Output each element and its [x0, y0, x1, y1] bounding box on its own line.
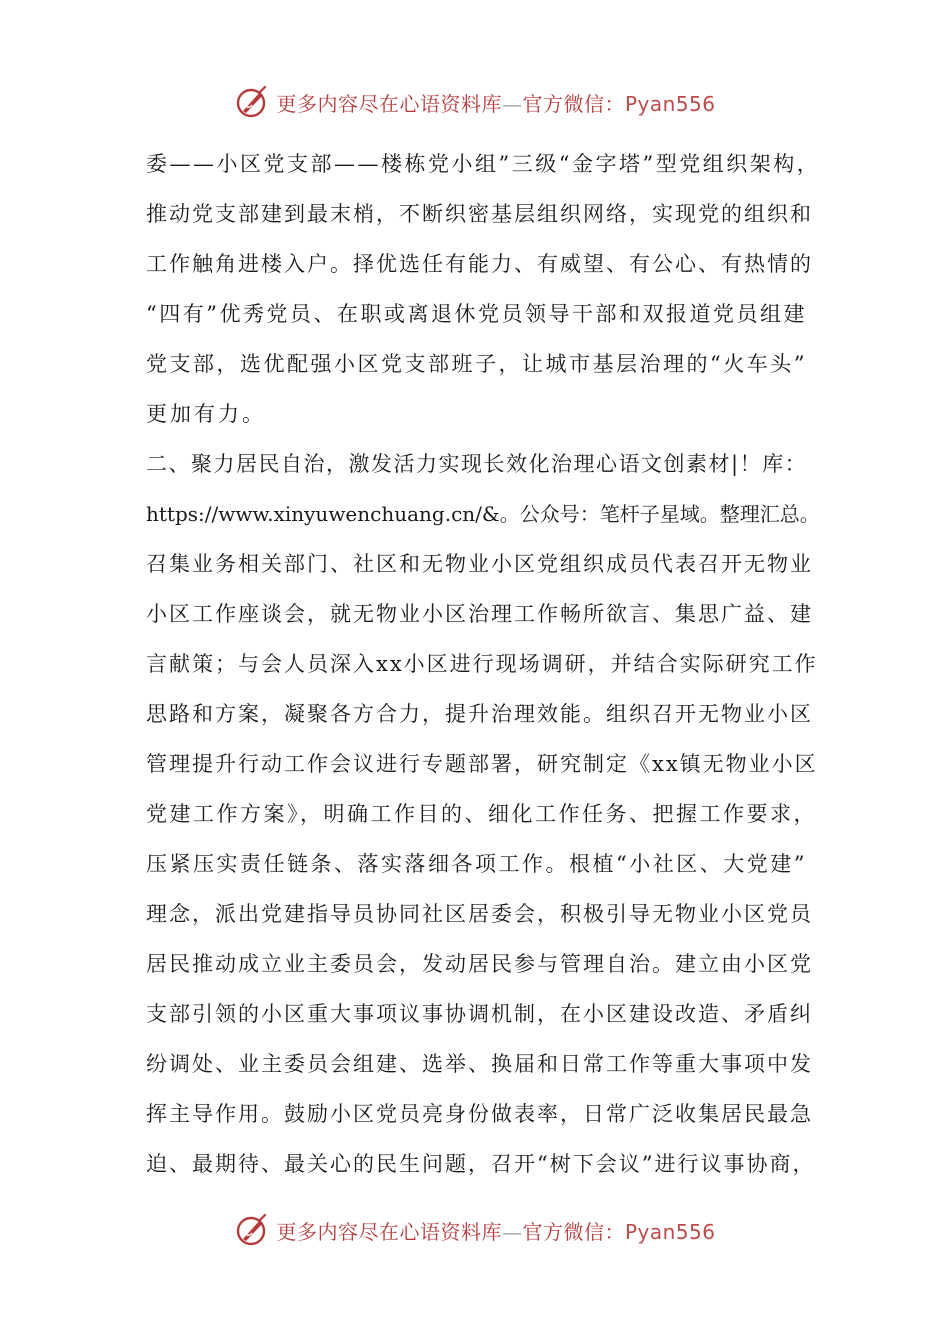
banner-wechat-id: Pyan556 — [624, 91, 716, 116]
body-line: 党支部，选优配强小区党支部班子，让城市基层治理的“火车头” — [146, 352, 807, 376]
body-line: 管理提升行动工作会议进行专题部署，研究制定《xx镇无物业小区 — [146, 752, 818, 776]
banner-wechat-id: Pyan556 — [624, 1219, 716, 1244]
banner-title: 更多内容尽在心语资料库 — [276, 91, 502, 116]
banner-wechat-label: 官方微信： — [522, 91, 625, 116]
banner-title: 更多内容尽在心语资料库 — [276, 1219, 502, 1244]
banner-dash: — — [501, 91, 523, 116]
quill-seal-icon — [234, 84, 270, 120]
quill-seal-icon — [234, 1212, 270, 1248]
body-line: 小区工作座谈会，就无物业小区治理工作畅所欲言、集思广益、建 — [146, 602, 813, 626]
body-line: 召集业务相关部门、社区和无物业小区党组织成员代表召开无物业 — [146, 552, 813, 576]
body-line: “四有”优秀党员、在职或离退休党员领导干部和双报道党员组建 — [146, 302, 807, 326]
body-line: 压紧压实责任链条、落实落细各项工作。根植“小社区、大党建” — [146, 852, 807, 876]
body-line: 更加有力。 — [146, 402, 266, 426]
body-line: 推动党支部建到最末梢，不断织密基层组织网络，实现党的组织和 — [146, 202, 813, 226]
body-line: 纷调处、业主委员会组建、选举、换届和日常工作等重大事项中发 — [146, 1052, 813, 1076]
banner-dash: — — [501, 1219, 523, 1244]
body-line-url: https://www.xinyuwenchuang.cn/&。公众号：笔杆子星域。整理汇总。 — [146, 502, 820, 526]
footer-watermark-banner — [0, 1208, 950, 1252]
body-line: 党建工作方案》，明确工作目的、细化工作任务、把握工作要求， — [146, 802, 817, 826]
body-line: 挥主导作用。鼓励小区党员亮身份做表率，日常广泛收集居民最急 — [146, 1102, 813, 1126]
banner-wechat-label: 官方微信： — [522, 1219, 625, 1244]
header-watermark-banner — [0, 80, 950, 124]
body-line: 迫、最期待、最关心的民生问题，召开“树下会议”进行议事协商， — [146, 1152, 816, 1176]
body-line: 工作触角进楼入户。择优选任有能力、有威望、有公心、有热情的 — [146, 252, 813, 276]
body-line: 支部引领的小区重大事项议事协调机制，在小区建设改造、矛盾纠 — [146, 1002, 813, 1026]
body-line: 委——小区党支部——楼栋党小组”三级“金字塔”型党组织架构， — [146, 152, 821, 176]
body-line: 思路和方案，凝聚各方合力，提升治理效能。组织召开无物业小区 — [146, 702, 813, 726]
body-line: 言献策；与会人员深入xx小区进行现场调研，并结合实际研究工作 — [146, 652, 818, 676]
section-heading: 二、聚力居民自治，激发活力实现长效化治理心语文创素材|！库： — [146, 452, 808, 476]
body-line: 理念，派出党建指导员协同社区居委会，积极引导无物业小区党员 — [146, 902, 813, 926]
body-line: 居民推动成立业主委员会，发动居民参与管理自治。建立由小区党 — [146, 952, 813, 976]
